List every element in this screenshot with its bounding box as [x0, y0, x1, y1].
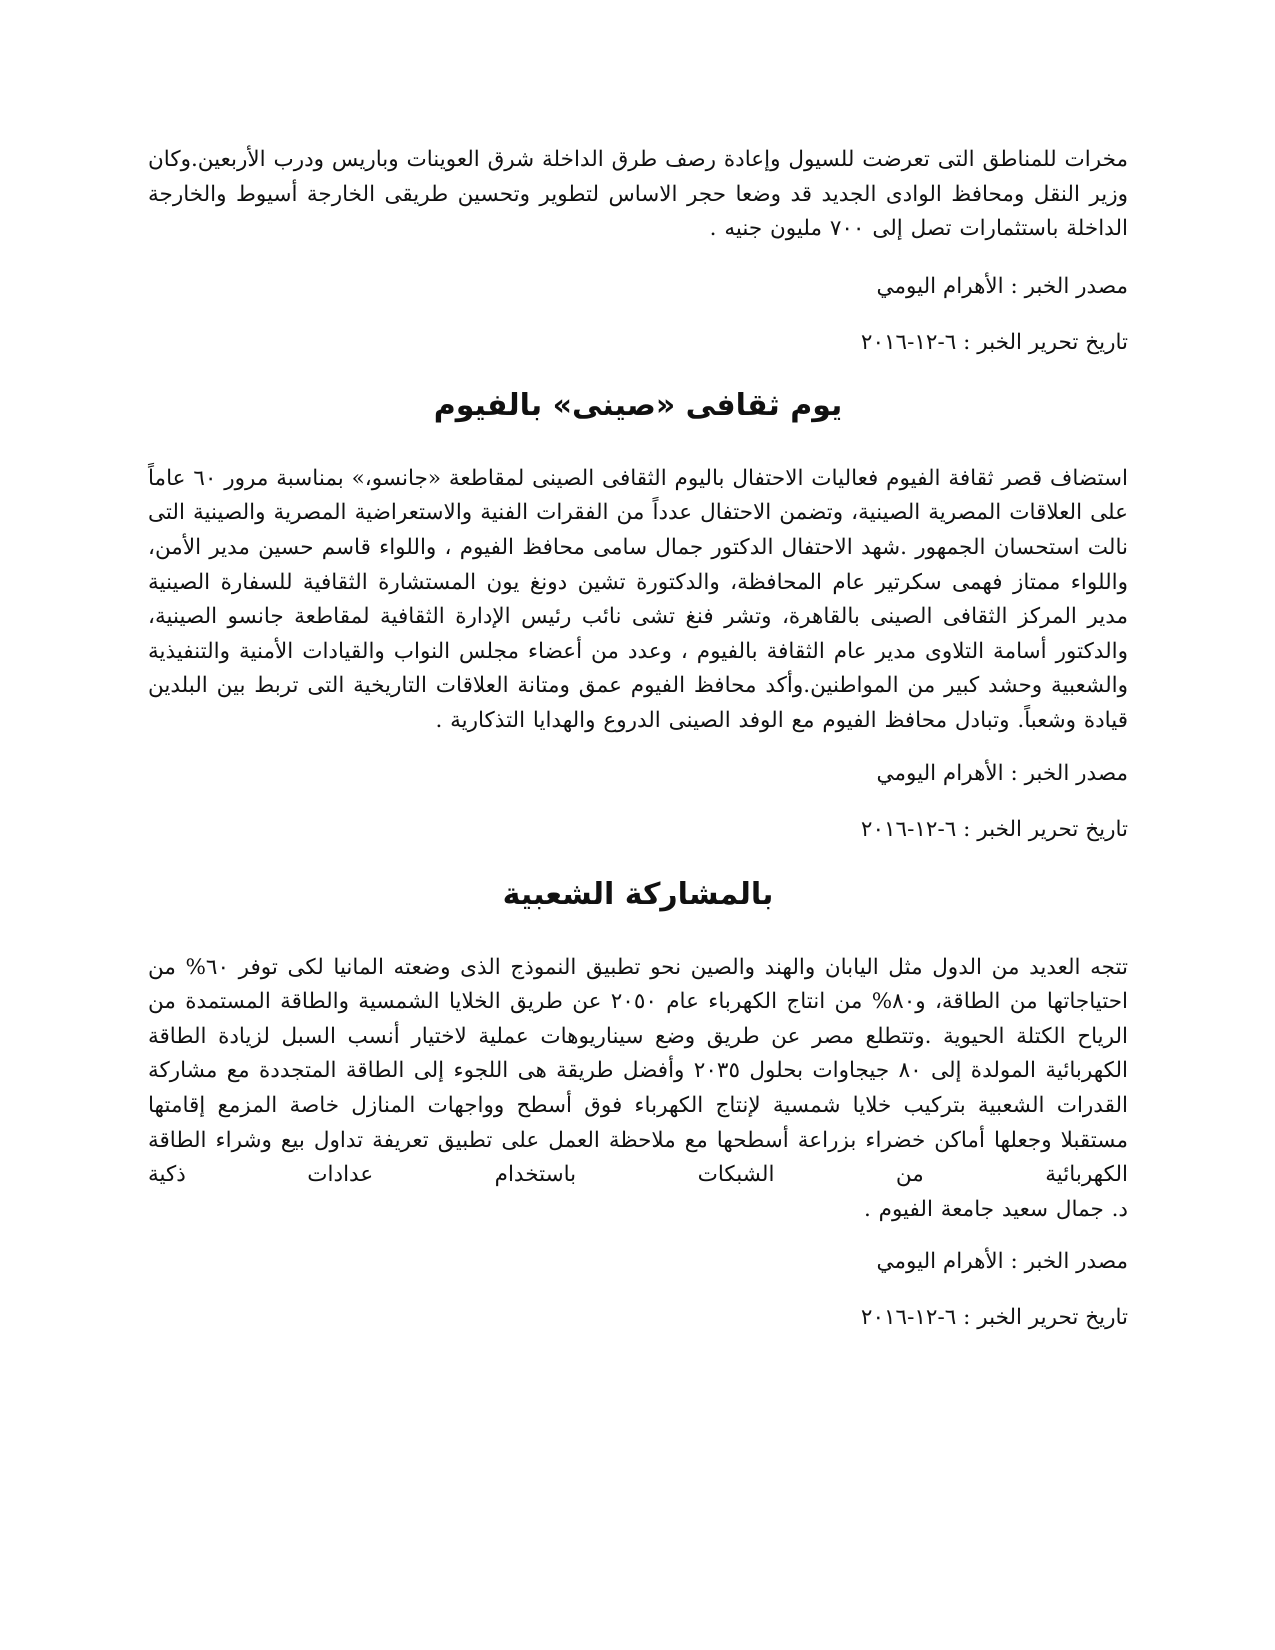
- news-date-1: تاريخ تحرير الخبر : ٦-١٢-٢٠١٦: [860, 329, 1128, 355]
- news-date-3: تاريخ تحرير الخبر : ٦-١٢-٢٠١٦: [860, 1305, 1128, 1331]
- article-body-1: مخرات للمناطق التى تعرضت للسيول وإعادة رصف طرق الداخلة شرق العوينات وباريس ودرب الأربعين.وكان وزير النقل ومحافظ الوادى الجديد قد وضعا حجر الاساس لتطوير وتحسين طريقى الخارجة أسيوط والخارجة الداخلة باستثمارات تصل إلى ٧٠٠ مليون جنيه .: [148, 147, 1128, 242]
- news-source-2: مصدر الخبر : الأهرام اليومي: [876, 760, 1128, 786]
- document-content: [148, 143, 1128, 1335]
- article-title-2: يوم ثقافى «صينى» بالفيوم: [433, 387, 843, 423]
- news-date-2: تاريخ تحرير الخبر : ٦-١٢-٢٠١٦: [860, 816, 1128, 842]
- article-body-2: استضاف قصر ثقافة الفيوم فعاليات الاحتفال باليوم الثقافى الصينى لمقاطعة «جانسو،» بمناسبة مرور ٦٠ عاماً على العلاقات المصرية الصينية، وتضمن الاحتفال عدداً من الفقرات الفنية والاستعراضية المصرية والصينية التى نالت استحسان الجمهور .شهد الاحتفال الدكتور جمال سامى محافظ الفيوم ، واللواء قاسم حسين مدير الأمن، واللواء ممتاز فهمى سكرتير عام المحافظة، والدكتورة تشين دونغ يون المستشارة الثقافية للسفارة الصينية مدير المركز الثقافى الصينى بالقاهرة، وتشر فنغ تشى نائب رئيس الإدارة الثقافية لمقاطعة جانسو الصينية، والدكتور أسامة التلاوى مدير عام الثقافة بالفيوم ، وعدد من أعضاء مجلس النواب والقيادات الأمنية والتنفيذية والشعبية وحشد كبير من المواطنين.وأكد محافظ الفيوم عمق ومتانة العلاقات التاريخية التى تربط بين البلدين قيادة وشعباً. وتبادل محافظ الفيوم مع الوفد الصينى الدروع والهدايا التذكارية .: [148, 465, 1129, 733]
- article-signature-3: د. جمال سعيد جامعة الفيوم .: [863, 1196, 1128, 1222]
- article-title-3: بالمشاركة الشعبية: [502, 876, 774, 912]
- news-source-3: مصدر الخبر : الأهرام اليومي: [876, 1249, 1128, 1275]
- article-body-3-wrapper: [148, 951, 1128, 1228]
- news-source-1: مصدر الخبر : الأهرام اليومي: [876, 273, 1128, 299]
- article-body-3: تتجه العديد من الدول مثل اليابان والهند والصين نحو تطبيق النموذج الذى وضعته المانيا لكى توفر ٦٠% من احتياجاتها من الطاقة، و٨٠% من انتاج الكهرباء عام ٢٠٥٠ عن طريق الخلايا الشمسية والطاقة المستمدة من الرياح الكتلة الحيوية .وتتطلع مصر عن طريق وضع سيناريوهات عملية لاختيار أنسب السبل لزيادة الطاقة الكهربائية المولدة إلى ٨٠ جيجاوات بحلول ٢٠٣٥ وأفضل طريقة هى اللجوء إلى الطاقة المتجددة مع مشاركة القدرات الشعبية بتركيب خلايا شمسية لإنتاج الكهرباء فوق أسطح وواجهات المنازل خاصة المزمع إقامتها مستقبلا وجعلها أماكن خضراء بزراعة أسطحها مع ملاحظة العمل على تطبيق تعريفة تداول بيع وشراء الطاقة الكهربائية من الشبكات باستخدام عدادات ذكية: [148, 954, 1129, 1188]
